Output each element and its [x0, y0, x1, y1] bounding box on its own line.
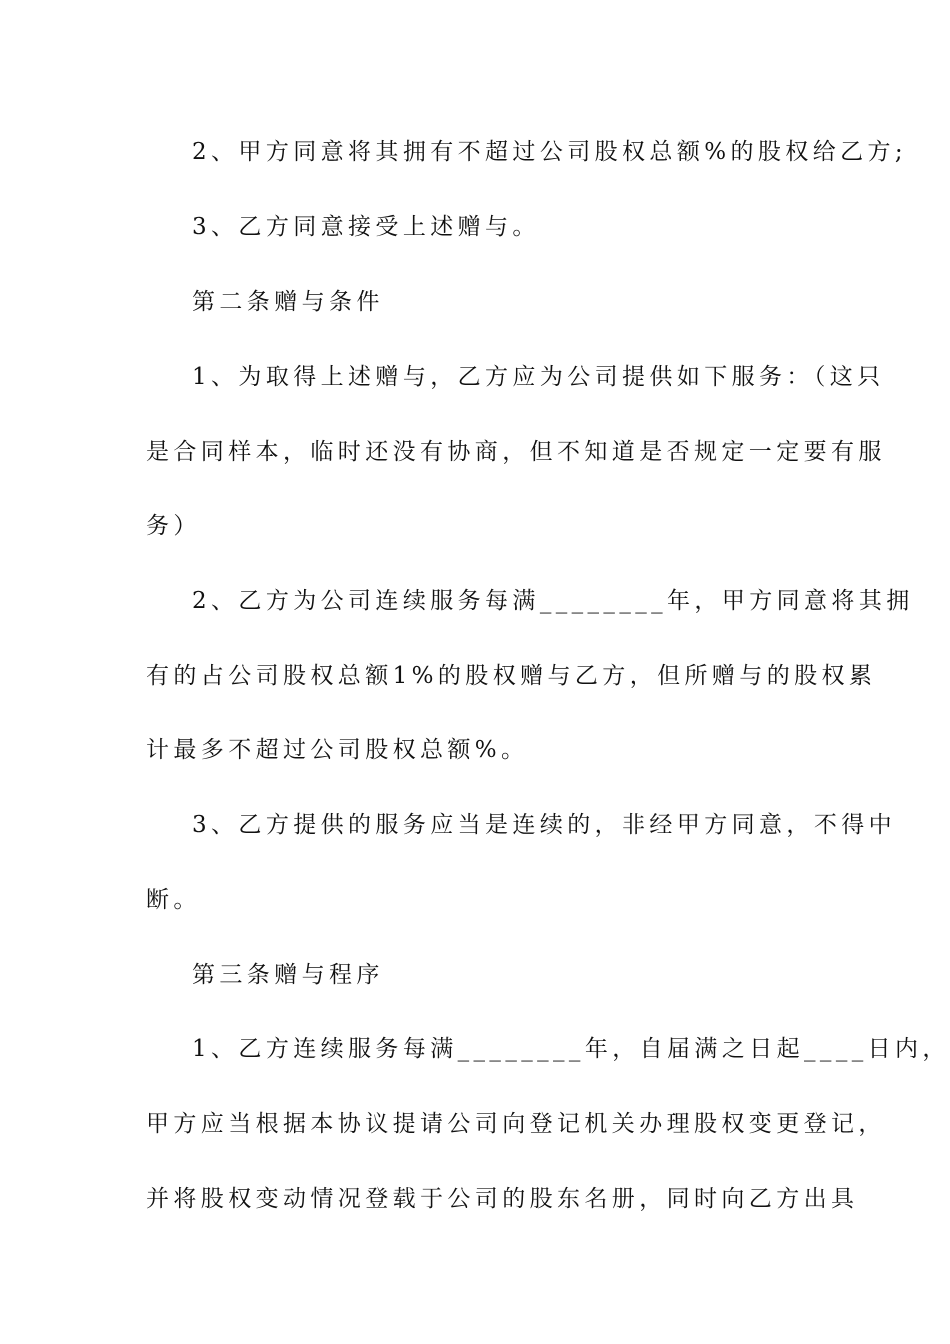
clause-3-1-line-1: 1、乙方连续服务每满________年，自届满之日起____日内，: [192, 1036, 950, 1062]
article-3-heading: 第三条赠与程序: [192, 962, 384, 988]
clause-1-2: 2、甲方同意将其拥有不超过公司股权总额%的股权给乙方;: [192, 139, 908, 165]
clause-1-3: 3、乙方同意接受上述赠与。: [192, 214, 540, 240]
clause-2-3-line-2: 断。: [146, 887, 201, 913]
clause-2-1-line-3: 务）: [146, 513, 201, 539]
clause-2-3-line-1: 3、乙方提供的服务应当是连续的，非经甲方同意，不得中: [192, 812, 897, 838]
clause-3-1-line-2: 甲方应当根据本协议提请公司向登记机关办理股权变更登记，: [146, 1111, 886, 1137]
clause-2-2-line-1: 2、乙方为公司连续服务每满________年，甲方同意将其拥: [192, 588, 914, 614]
clause-2-2-line-2: 有的占公司股权总额1%的股权赠与乙方，但所赠与的股权累: [146, 663, 877, 689]
clause-3-1-line-3: 并将股权变动情况登载于公司的股东名册，同时向乙方出具: [146, 1186, 859, 1212]
clause-2-2-line-3: 计最多不超过公司股权总额%。: [146, 737, 529, 763]
article-2-heading: 第二条赠与条件: [192, 289, 384, 315]
clause-2-1-line-2: 是合同样本，临时还没有协商，但不知道是否规定一定要有服: [146, 439, 886, 465]
clause-2-1-line-1: 1、为取得上述赠与，乙方应为公司提供如下服务：（这只: [192, 364, 885, 390]
